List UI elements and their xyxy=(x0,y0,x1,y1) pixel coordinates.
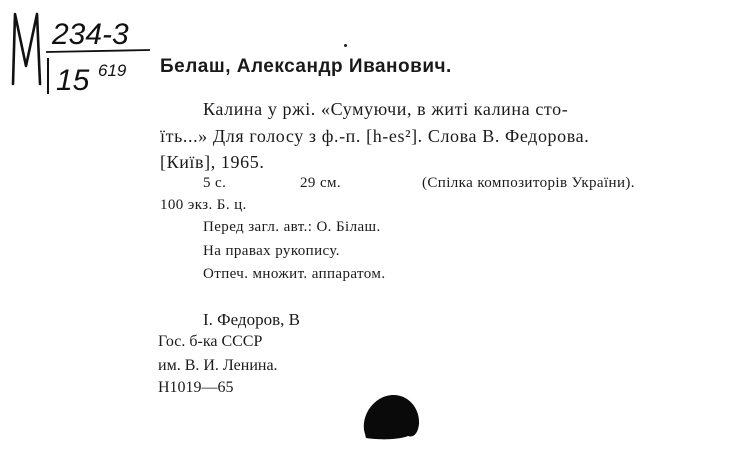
ink-speck xyxy=(344,44,347,47)
author-heading: Белаш, Александр Иванович. xyxy=(160,56,452,77)
shelfmark-handwriting xyxy=(4,6,154,98)
hole-punch-mark xyxy=(358,388,424,444)
title-line-3: [Київ], 1965. xyxy=(160,152,265,172)
card-number: Н1019—65 xyxy=(158,379,234,396)
copies-price: 100 экз. Б. ц. xyxy=(160,197,247,213)
physical-pages: 5 с. xyxy=(203,175,227,191)
note-printing: Отпеч. множит. аппаратом. xyxy=(203,266,386,282)
library-name: Гос. б-ка СССР xyxy=(158,333,263,350)
shelfmark-number-top: 234-3 xyxy=(52,18,129,51)
library-dedication: им. В. И. Ленина. xyxy=(158,357,278,374)
shelfmark-number-suffix: 619 xyxy=(98,61,127,80)
note-author: Перед загл. авт.: О. Білаш. xyxy=(203,219,381,235)
series-statement: (Спілка композиторів України). xyxy=(422,175,635,191)
title-line-2: їть...» Для голосу з ф.-п. [h-es²]. Слова В. Федорова. xyxy=(160,126,590,146)
note-manuscript: На правах рукопису. xyxy=(203,243,340,259)
tracing: I. Федоров, В xyxy=(203,310,300,329)
title-line-1: Калина у ржі. «Сумуючи, в житі калина сто- xyxy=(203,99,569,119)
shelfmark-number-bottom: 15 xyxy=(56,64,90,97)
physical-size: 29 см. xyxy=(300,175,342,191)
shelfmark xyxy=(4,6,154,98)
